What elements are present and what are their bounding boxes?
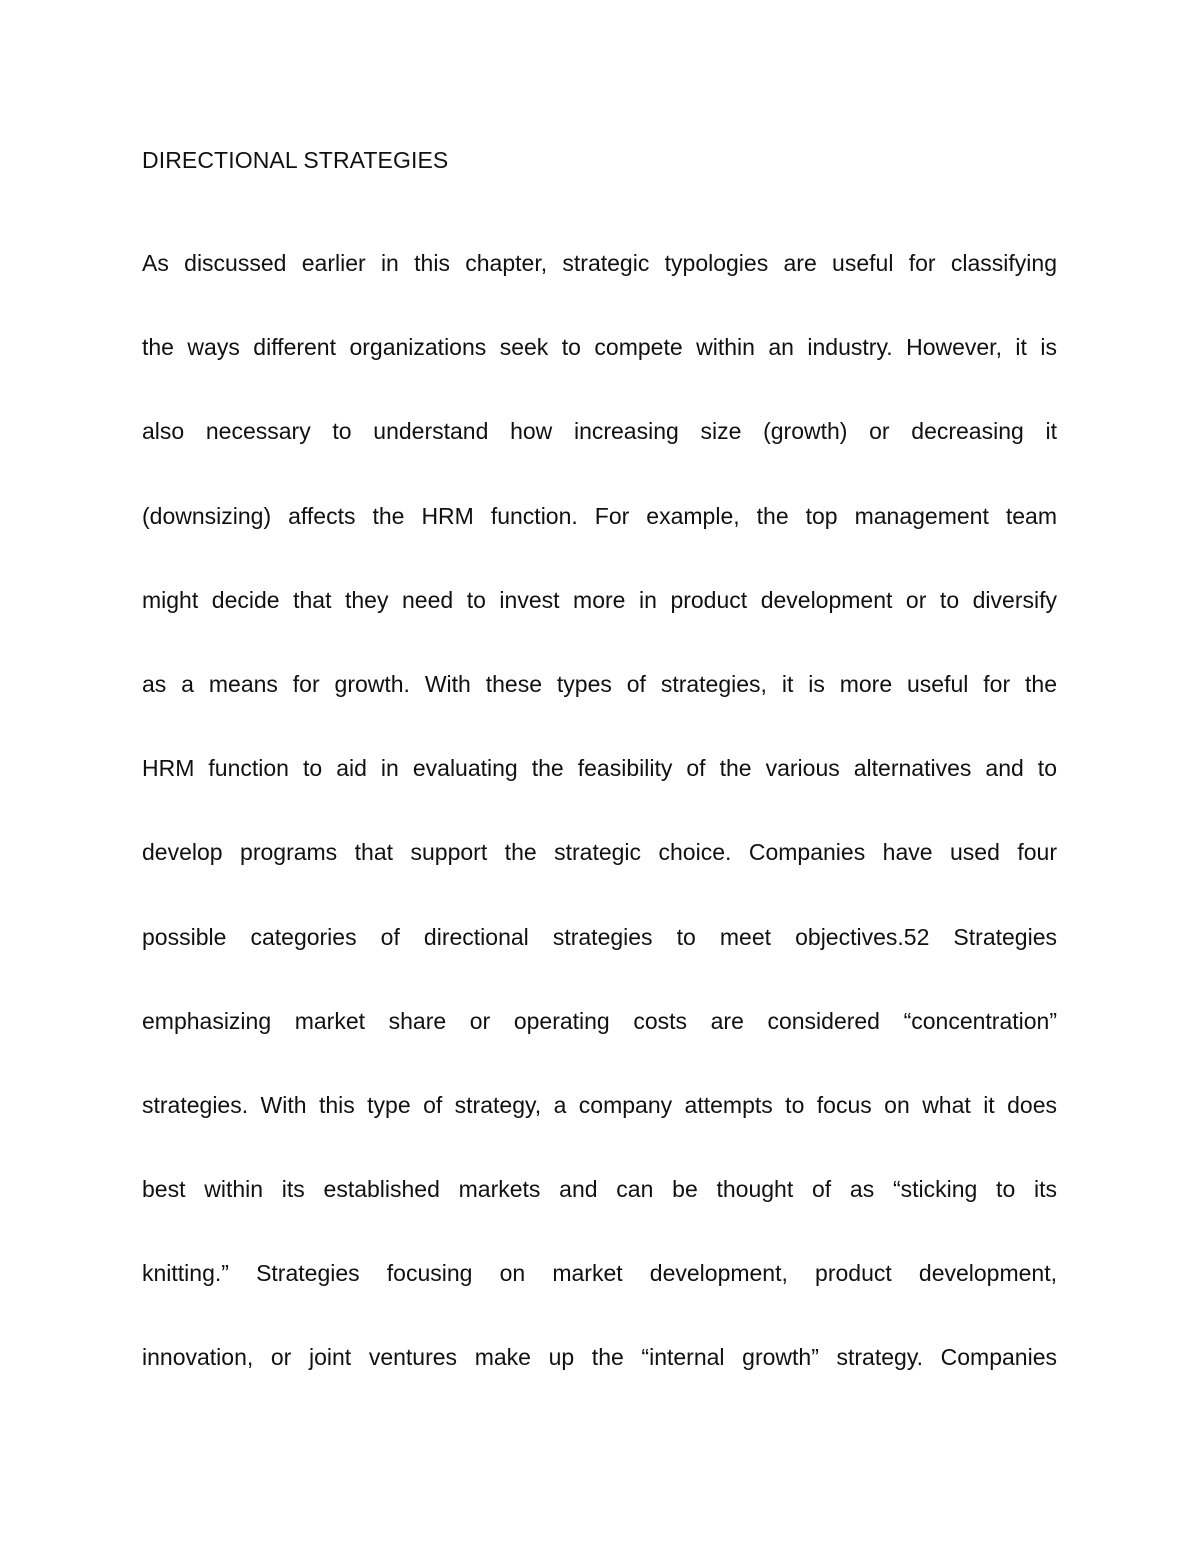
text-line: possible categories of directional strategies to meet objectives.52 Strategies [142,923,1057,950]
text-line: As discussed earlier in this chapter, strategic typologies are useful for classifying [142,250,1057,276]
text-line: emphasizing market share or operating costs are considered “concentration” [142,1007,1057,1034]
document-body [142,248,1057,1427]
text-line: best within its established markets and can be thought of as “sticking to its [142,1176,1057,1203]
text-line: also necessary to understand how increasing size (growth) or decreasing it [142,418,1057,445]
text-line: as a means for growth. With these types of strategies, it is more useful for the [142,670,1057,697]
document-title: DIRECTIONAL STRATEGIES [142,147,449,173]
text-line: might decide that they need to invest more in product development or to diversify [142,586,1057,613]
text-line: innovation, or joint ventures make up the “internal growth” strategy. Companies [142,1344,1057,1371]
text-line: knitting.” Strategies focusing on market development, product development, [142,1260,1057,1287]
text-line: (downsizing) affects the HRM function. For example, the top management team [142,502,1057,529]
text-line: develop programs that support the strategic choice. Companies have used four [142,839,1057,866]
text-line: the ways different organizations seek to compete within an industry. However, it is [142,334,1057,361]
text-line: strategies. With this type of strategy, a company attempts to focus on what it does [142,1091,1057,1118]
text-line: HRM function to aid in evaluating the feasibility of the various alternatives and to [142,755,1057,782]
